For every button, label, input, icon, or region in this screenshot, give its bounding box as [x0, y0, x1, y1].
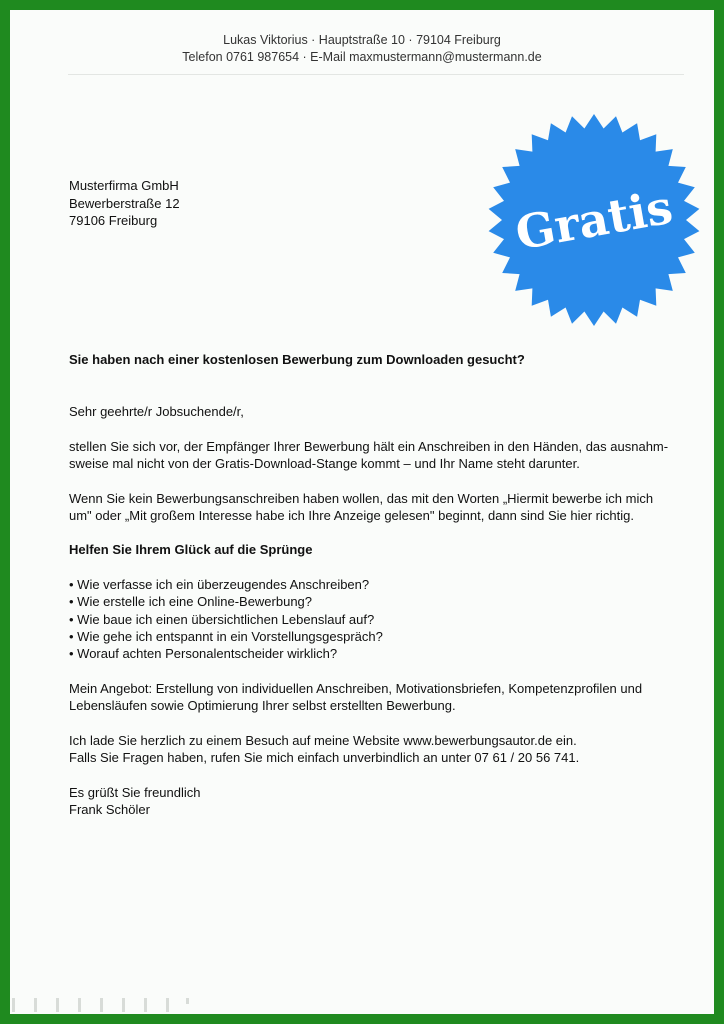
- thumb-marker: [144, 998, 147, 1012]
- letter-heading: Helfen Sie Ihrem Glück auf die Sprünge: [69, 542, 313, 558]
- letter-paragraph-intro: [69, 438, 681, 473]
- page-thumbnail-strip: [10, 996, 210, 1014]
- thumb-marker: [186, 998, 189, 1004]
- paragraph-line: sweise mal nicht von der Gratis-Download-Stange kommt – und Ihr Name steht darunter.: [69, 456, 580, 472]
- paragraph-line: Lebensläufen sowie Optimierung Ihrer selbst erstellten Bewerbung.: [69, 698, 456, 714]
- letter-subject: Sie haben nach einer kostenlosen Bewerbung zum Downloaden gesucht?: [69, 352, 525, 367]
- sender-contact: Telefon 0761 987654 · E-Mail maxmustermann@mustermann.de: [182, 50, 542, 64]
- thumb-marker: [100, 998, 103, 1012]
- recipient-address: [69, 177, 180, 230]
- thumb-marker: [78, 998, 81, 1012]
- list-item: • Wie erstelle ich eine Online-Bewerbung?: [69, 593, 681, 610]
- paragraph-line: Wenn Sie kein Bewerbungsanschreiben haben wollen, das mit den Worten „Hiermit bewerbe ich mich: [69, 490, 654, 506]
- question-list: [69, 576, 681, 663]
- letter-paragraph-words: [69, 490, 681, 525]
- header-divider: [68, 74, 684, 75]
- paragraph-line: Mein Angebot: Erstellung von individuellen Anschreiben, Motivationsbriefen, Kompetenzprofilen und: [69, 680, 643, 696]
- list-item: • Wie baue ich einen übersichtlichen Lebenslauf auf?: [69, 611, 681, 628]
- paragraph-line: Ich lade Sie herzlich zu einem Besuch auf meine Website www.bewerbungsautor.de ein.: [69, 732, 577, 748]
- paragraph-line: stellen Sie sich vor, der Empfänger Ihrer Bewerbung hält ein Anschreiben in den Händen, das ausnahm-: [69, 438, 669, 454]
- letter-body: [69, 351, 681, 818]
- starburst-badge-icon: [486, 112, 702, 328]
- list-item: • Worauf achten Personalentscheider wirklich?: [69, 645, 681, 662]
- recipient-street: Bewerberstraße 12: [69, 195, 180, 211]
- letter-closing-block: [69, 784, 681, 819]
- letter-closing: Es grüßt Sie freundlich: [69, 784, 201, 800]
- thumb-marker: [166, 998, 169, 1012]
- paragraph-line: um" oder „Mit großem Interesse habe ich Ihre Anzeige gelesen" beginnt, dann sind Sie hier richtig.: [69, 508, 634, 524]
- sender-header: [10, 32, 714, 66]
- list-item: • Wie verfasse ich ein überzeugendes Anschreiben?: [69, 576, 681, 593]
- letter-paragraph-invite: [69, 732, 681, 767]
- letter-salutation: Sehr geehrte/r Jobsuchende/r,: [69, 404, 244, 420]
- thumb-marker: [34, 998, 37, 1012]
- recipient-company: Musterfirma GmbH: [69, 178, 179, 193]
- sender-address: Lukas Viktorius · Hauptstraße 10 · 79104 Freiburg: [223, 33, 501, 47]
- thumb-marker: [56, 998, 59, 1012]
- thumb-marker: [12, 998, 15, 1012]
- thumb-marker: [122, 998, 125, 1012]
- letter-paragraph-offer: [69, 680, 681, 715]
- letter-signature: Frank Schöler: [69, 801, 150, 817]
- paragraph-line: Falls Sie Fragen haben, rufen Sie mich einfach unverbindlich an unter 07 61 / 20 56 741.: [69, 750, 580, 766]
- list-item: • Wie gehe ich entspannt in ein Vorstellungsgespräch?: [69, 628, 681, 645]
- badge-text: Gratis: [511, 179, 677, 261]
- recipient-city: 79106 Freiburg: [69, 213, 158, 228]
- letter-page: [10, 10, 714, 1014]
